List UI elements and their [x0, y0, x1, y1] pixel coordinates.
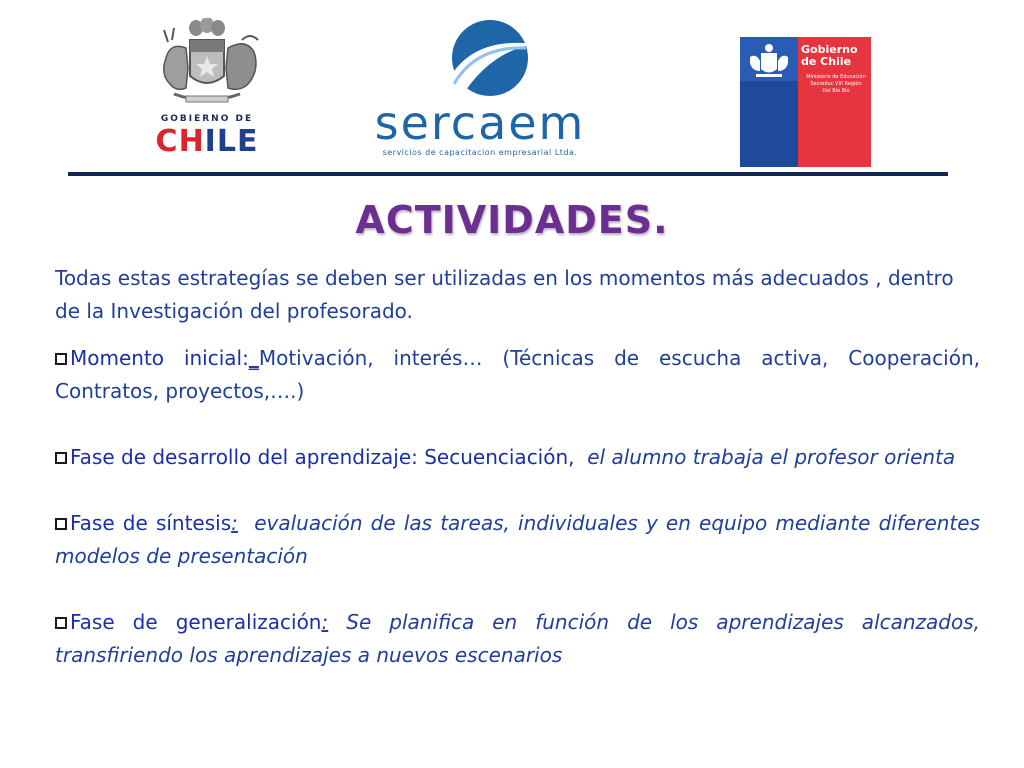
gob-subtitle-line1: Ministerio de Educación [806, 74, 866, 80]
gob-shield-icon [740, 39, 798, 83]
list-item [55, 342, 980, 408]
sercaem-swoosh-icon [350, 18, 610, 102]
checkbox-bullet-icon [55, 518, 67, 530]
gobierno-chile-flag-logo [740, 37, 871, 167]
header-divider [68, 172, 948, 176]
item-heading: Fase de generalización [70, 610, 322, 634]
list-item [55, 606, 980, 672]
gob-title-line2: de Chile [801, 55, 852, 68]
gob-title-line1: Gobierno [801, 43, 858, 56]
item-text: Motivación, interés… (Técnicas de escucha activa, Cooperación, Contratos, proyectos,….) [55, 346, 980, 403]
sercaem-tagline: servicios de capacitacion empresarial Ltda. [382, 148, 578, 157]
gobierno-de-chile-logo [146, 18, 268, 162]
item-separator: _ [248, 346, 259, 370]
sercaem-wordmark: sercaem [374, 96, 586, 150]
item-heading: Fase de desarrollo del aprendizaje: Secuenciación, [70, 445, 575, 469]
checkbox-bullet-icon [55, 617, 67, 629]
item-separator: : [231, 511, 238, 535]
gob-subtitle-line3: Del Bío Bío [822, 88, 850, 94]
item-text: evaluación de las tareas, individuales y en equipo mediante diferentes modelos de presentación [55, 511, 980, 568]
intro-paragraph: Todas estas estrategías se deben ser utilizadas en los momentos más adecuados , dentro de la Investigación del profesorado. [55, 266, 954, 323]
chile-logo-caption: GOBIERNO DE [160, 114, 254, 124]
chile-logo-wordmark [146, 124, 268, 159]
item-heading: Fase de síntesis [70, 511, 232, 535]
checkbox-bullet-icon [55, 353, 67, 365]
list-item [55, 441, 980, 474]
item-text: Se planifica en función de los aprendizajes alcanzados, transfiriendo los aprendizajes a nuevos escenarios [55, 610, 981, 667]
item-heading: Momento inicial: [70, 346, 249, 370]
gob-subtitle [801, 74, 871, 95]
chile-coat-of-arms-icon [146, 18, 268, 112]
gob-subtitle-line2: Secreduc VIII Región [810, 81, 862, 87]
checkbox-bullet-icon [55, 452, 67, 464]
item-text: el alumno trabaja el profesor orienta [587, 445, 956, 469]
list-item [55, 507, 980, 573]
chile-wordmark-blue: ILE [204, 124, 259, 159]
slide-title: ACTIVIDADES. [355, 198, 669, 242]
gob-title [801, 44, 871, 68]
slide-body [55, 262, 980, 672]
item-separator: : [321, 610, 329, 634]
chile-wordmark-red: CH [155, 124, 205, 159]
sercaem-logo [350, 18, 610, 157]
